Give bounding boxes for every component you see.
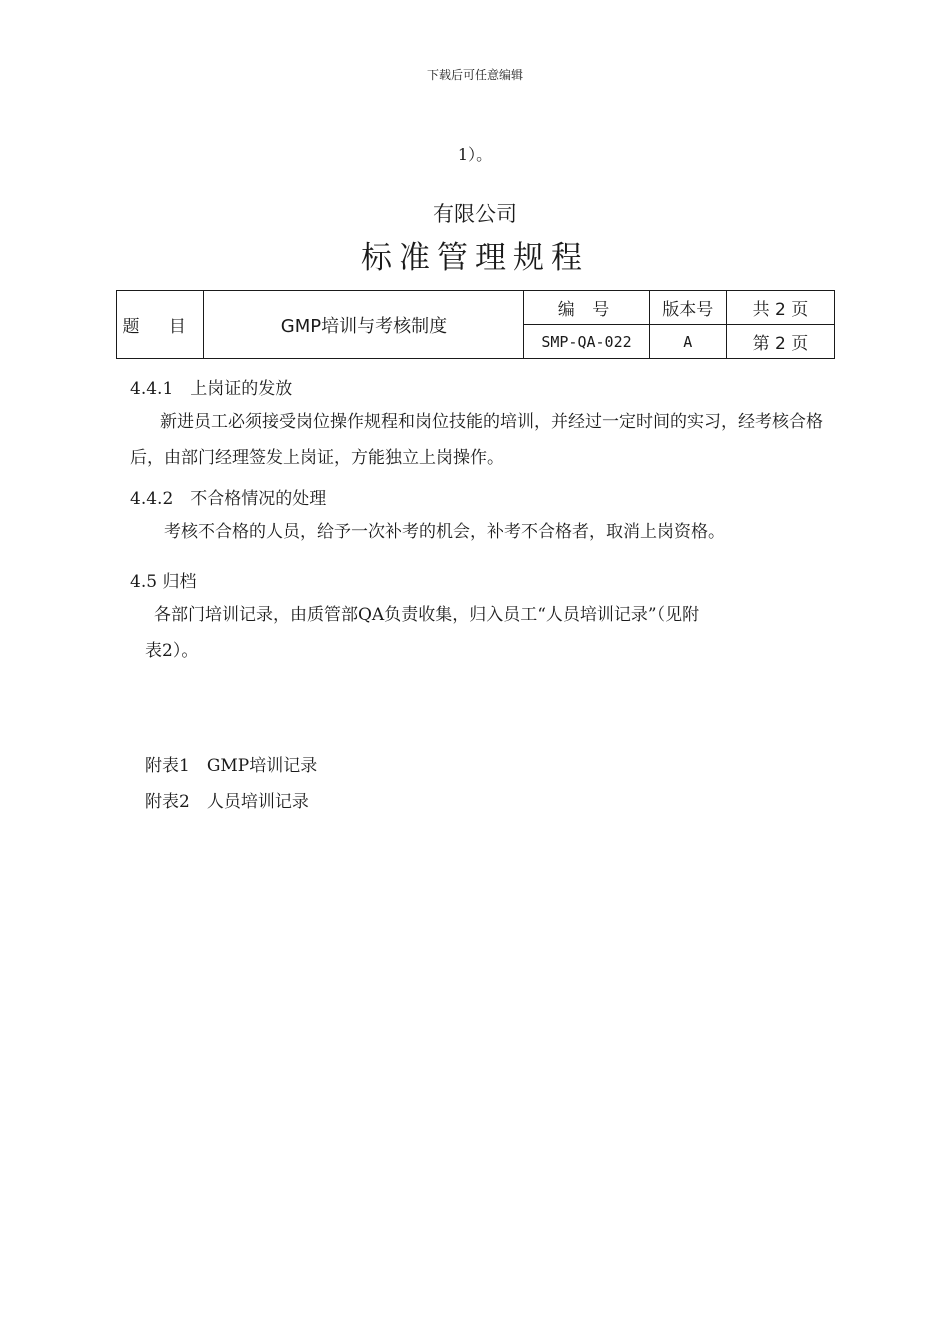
page-number: 第 2 页 bbox=[726, 325, 834, 359]
version-value: A bbox=[649, 325, 726, 359]
section-heading: 4.5 归档 bbox=[130, 572, 197, 592]
code-value: SMP-QA-022 bbox=[524, 325, 649, 359]
section-paragraph: 考核不合格的人员，给予一次补考的机会，补考不合格者，取消上岗资格。 bbox=[164, 522, 725, 542]
document-title: 标准管理规程 bbox=[361, 240, 589, 276]
section-paragraph: 各部门培训记录，由质管部QA负责收集，归入员工“人员培训记录”（见附 bbox=[154, 605, 700, 625]
subject-value: GMP培训与考核制度 bbox=[204, 291, 524, 359]
document-meta-table bbox=[116, 290, 835, 359]
company-name: 有限公司 bbox=[433, 202, 517, 226]
appendix-item: 附表1 GMP培训记录 bbox=[145, 756, 318, 776]
subject-label: 题 目 bbox=[117, 291, 204, 359]
version-label: 版本号 bbox=[649, 291, 726, 325]
total-pages: 共 2 页 bbox=[726, 291, 834, 325]
header-note: 下载后可任意编辑 bbox=[426, 68, 523, 82]
code-label: 编 号 bbox=[524, 291, 649, 325]
section-heading: 4.4.2 不合格情况的处理 bbox=[130, 489, 327, 509]
section-paragraph-continued: 表2）。 bbox=[145, 641, 199, 661]
section-heading: 4.4.1 上岗证的发放 bbox=[130, 379, 293, 399]
continuation-text: 1）。 bbox=[457, 145, 493, 164]
section-paragraph: 新进员工必须接受岗位操作规程和岗位技能的培训，并经过一定时间的实习，经考核合格后，由部门经理签发上岗证，方能独立上岗操作。 bbox=[130, 412, 823, 468]
appendix-item: 附表2 人员培训记录 bbox=[145, 792, 309, 812]
